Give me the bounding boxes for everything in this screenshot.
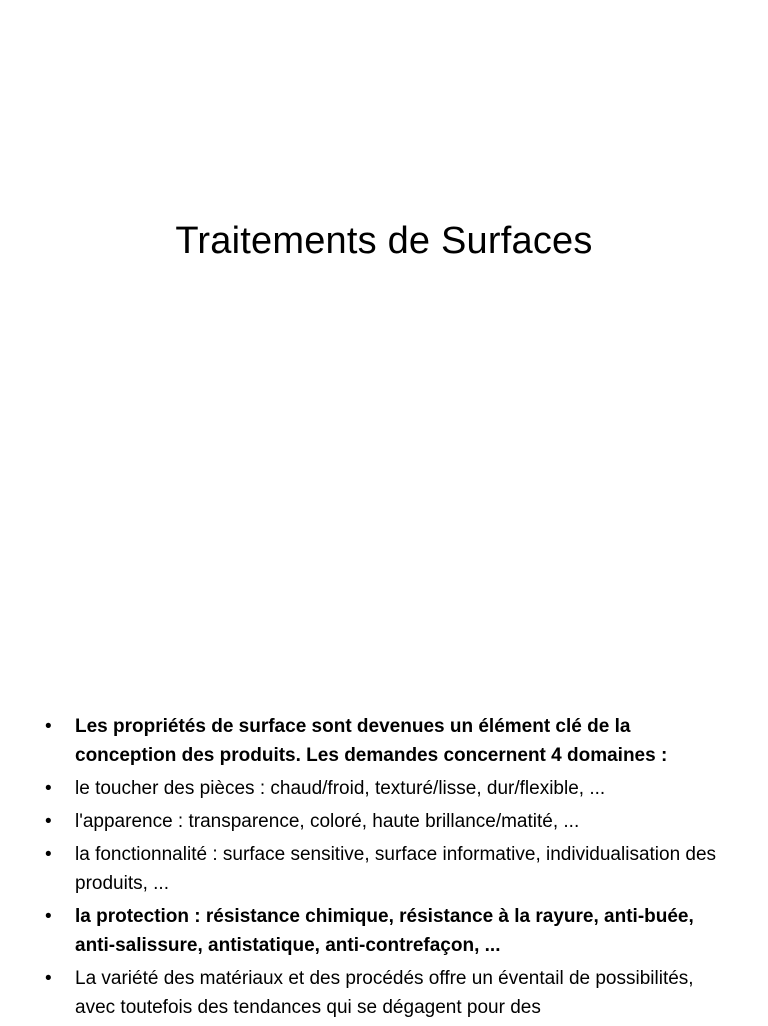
bullet-text: la protection : résistance chimique, résistance à la rayure, anti-buée, anti-salissure, antistatique, anti-contrefaçon, ... [75,906,694,956]
bullet-text: le toucher des pièces : chaud/froid, texturé/lisse, dur/flexible, ... [75,778,606,799]
bullet-text: Les propriétés de surface sont devenues un élément clé de la conception des produits. Les demandes concernent 4 domaines : [75,716,668,766]
bullet-item [0,964,768,1022]
bullet-list [0,712,768,1026]
bullet-icon: • [45,968,52,989]
slide-title: Traitements de Surfaces [175,220,593,262]
bullet-item [0,774,768,803]
bullet-icon: • [45,716,52,737]
bullet-item [0,807,768,836]
bullet-text: La variété des matériaux et des procédés offre un éventail de possibilités, avec toutefois des tendances qui se dégagent pour des [75,968,694,1018]
bullet-item [0,840,768,898]
bullet-icon: • [45,906,52,927]
bullet-icon: • [45,811,52,832]
bullet-icon: • [45,844,52,865]
bullet-icon: • [45,778,52,799]
bullet-item [0,902,768,960]
bullet-text: l'apparence : transparence, coloré, haute brillance/matité, ... [75,811,580,832]
bullet-text: la fonctionnalité : surface sensitive, surface informative, individualisation des produits, ... [75,844,717,894]
bullet-item [0,712,768,770]
